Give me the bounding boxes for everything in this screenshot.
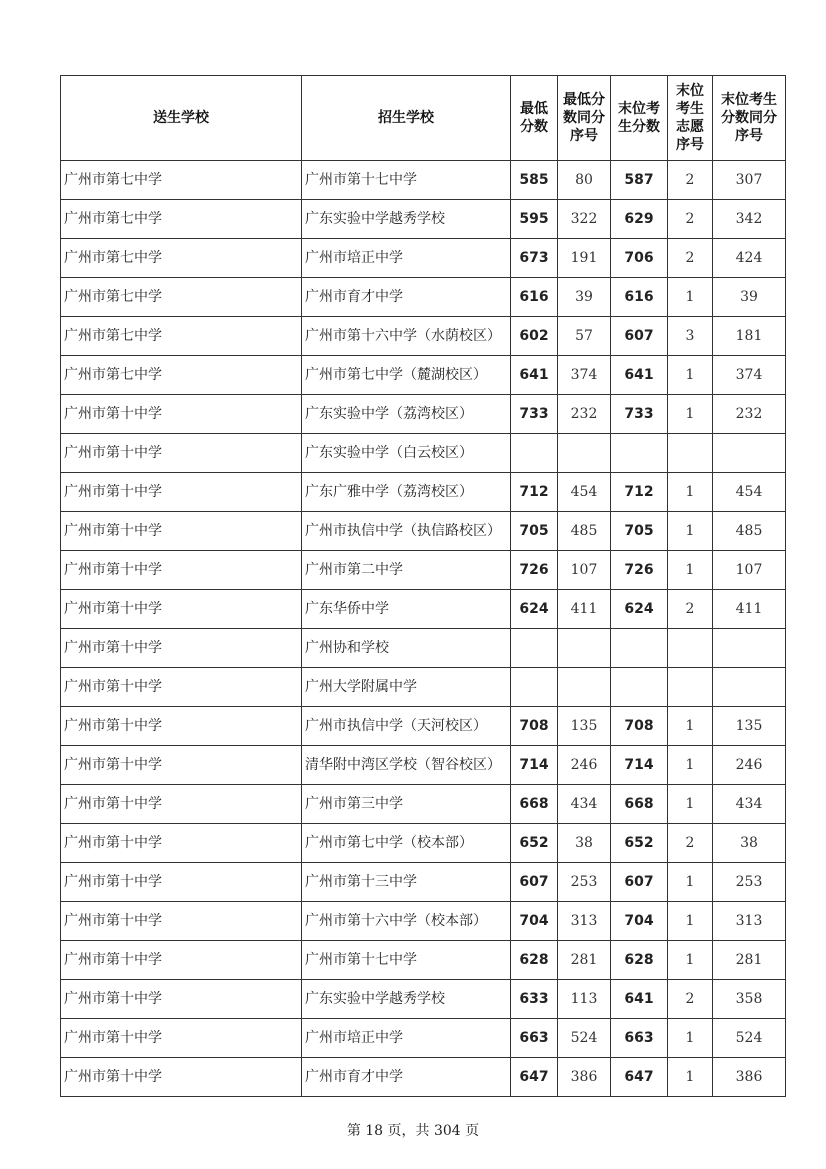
last-score-rank-cell: 434 (713, 785, 786, 824)
min-score-cell: 663 (511, 1019, 558, 1058)
enrolling-school-cell: 广州大学附属中学 (302, 668, 511, 707)
last-choice-order-cell: 1 (668, 512, 713, 551)
last-score-cell (611, 434, 668, 473)
min-score-rank-cell: 524 (558, 1019, 611, 1058)
enrolling-school-cell: 广州市第十三中学 (302, 863, 511, 902)
table-row (61, 941, 786, 980)
table-row (61, 161, 786, 200)
last-choice-order-cell: 1 (668, 746, 713, 785)
min-score-rank-cell: 232 (558, 395, 611, 434)
last-score-rank-cell (713, 668, 786, 707)
last-score-rank-cell: 135 (713, 707, 786, 746)
sending-school-cell: 广州市第十中学 (61, 1019, 302, 1058)
last-score-rank-cell: 232 (713, 395, 786, 434)
enrolling-school-cell: 广州市执信中学（天河校区） (302, 707, 511, 746)
table-row (61, 668, 786, 707)
last-choice-order-cell: 1 (668, 902, 713, 941)
enrolling-school-cell: 广州市育才中学 (302, 1058, 511, 1097)
table-row (61, 1019, 786, 1058)
table-row (61, 863, 786, 902)
last-score-cell: 629 (611, 200, 668, 239)
last-score-cell: 641 (611, 980, 668, 1019)
sending-school-cell: 广州市第十中学 (61, 434, 302, 473)
last-choice-order-cell: 2 (668, 239, 713, 278)
enrolling-school-cell: 广东实验中学越秀学校 (302, 980, 511, 1019)
table-header-row (61, 76, 786, 161)
table-row (61, 980, 786, 1019)
sending-school-cell: 广州市第十中学 (61, 785, 302, 824)
min-score-rank-cell: 454 (558, 473, 611, 512)
last-score-cell: 706 (611, 239, 668, 278)
min-score-cell (511, 668, 558, 707)
last-score-rank-cell: 342 (713, 200, 786, 239)
enrolling-school-cell: 广州市第七中学（麓湖校区） (302, 356, 511, 395)
header-last-score-rank: 末位考生 分数同分 序号 (713, 76, 786, 161)
sending-school-cell: 广州市第十中学 (61, 668, 302, 707)
last-choice-order-cell: 1 (668, 395, 713, 434)
last-score-cell: 726 (611, 551, 668, 590)
min-score-cell: 708 (511, 707, 558, 746)
enrolling-school-cell: 广州市执信中学（执信路校区） (302, 512, 511, 551)
last-score-cell: 663 (611, 1019, 668, 1058)
sending-school-cell: 广州市第七中学 (61, 161, 302, 200)
admission-score-table (60, 75, 786, 1097)
min-score-rank-cell: 246 (558, 746, 611, 785)
min-score-cell: 633 (511, 980, 558, 1019)
min-score-cell: 628 (511, 941, 558, 980)
last-score-cell: 628 (611, 941, 668, 980)
min-score-cell: 595 (511, 200, 558, 239)
min-score-cell: 602 (511, 317, 558, 356)
enrolling-school-cell: 广州市第十六中学（校本部） (302, 902, 511, 941)
sending-school-cell: 广州市第十中学 (61, 1058, 302, 1097)
last-score-cell: 708 (611, 707, 668, 746)
min-score-rank-cell: 281 (558, 941, 611, 980)
last-score-rank-cell: 253 (713, 863, 786, 902)
sending-school-cell: 广州市第十中学 (61, 980, 302, 1019)
last-choice-order-cell: 1 (668, 551, 713, 590)
last-score-rank-cell: 39 (713, 278, 786, 317)
min-score-rank-cell: 135 (558, 707, 611, 746)
last-score-cell: 668 (611, 785, 668, 824)
min-score-rank-cell: 38 (558, 824, 611, 863)
min-score-rank-cell: 374 (558, 356, 611, 395)
table-row (61, 239, 786, 278)
last-choice-order-cell: 1 (668, 785, 713, 824)
table-row (61, 434, 786, 473)
header-min-score-rank: 最低分 数同分 序号 (558, 76, 611, 161)
enrolling-school-cell: 清华附中湾区学校（智谷校区） (302, 746, 511, 785)
table-row (61, 395, 786, 434)
last-choice-order-cell: 1 (668, 473, 713, 512)
enrolling-school-cell: 广东实验中学越秀学校 (302, 200, 511, 239)
enrolling-school-cell: 广州协和学校 (302, 629, 511, 668)
last-choice-order-cell: 2 (668, 200, 713, 239)
min-score-cell (511, 629, 558, 668)
min-score-cell: 607 (511, 863, 558, 902)
header-last-score: 末位考 生分数 (611, 76, 668, 161)
min-score-cell: 704 (511, 902, 558, 941)
last-choice-order-cell (668, 434, 713, 473)
enrolling-school-cell: 广东广雅中学（荔湾校区） (302, 473, 511, 512)
last-score-rank-cell: 358 (713, 980, 786, 1019)
page-number-footer: 第 18 页，共 304 页 (346, 1123, 480, 1139)
last-score-rank-cell: 454 (713, 473, 786, 512)
enrolling-school-cell: 广州市第十七中学 (302, 941, 511, 980)
enrolling-school-cell: 广州市育才中学 (302, 278, 511, 317)
table-row (61, 200, 786, 239)
last-choice-order-cell (668, 668, 713, 707)
header-sending-school: 送生学校 (61, 76, 302, 161)
header-enrolling-school: 招生学校 (302, 76, 511, 161)
last-score-cell: 607 (611, 317, 668, 356)
last-choice-order-cell: 2 (668, 161, 713, 200)
sending-school-cell: 广州市第十中学 (61, 902, 302, 941)
table-row (61, 473, 786, 512)
min-score-cell: 712 (511, 473, 558, 512)
min-score-rank-cell: 485 (558, 512, 611, 551)
min-score-rank-cell (558, 629, 611, 668)
last-score-rank-cell: 181 (713, 317, 786, 356)
min-score-rank-cell: 411 (558, 590, 611, 629)
enrolling-school-cell: 广东华侨中学 (302, 590, 511, 629)
table-row (61, 824, 786, 863)
last-score-cell: 652 (611, 824, 668, 863)
sending-school-cell: 广州市第十中学 (61, 941, 302, 980)
last-score-cell: 733 (611, 395, 668, 434)
last-choice-order-cell: 2 (668, 824, 713, 863)
min-score-rank-cell (558, 434, 611, 473)
header-last-choice-order: 末位 考生 志愿 序号 (668, 76, 713, 161)
last-score-cell: 704 (611, 902, 668, 941)
enrolling-school-cell: 广州市第三中学 (302, 785, 511, 824)
sending-school-cell: 广州市第十中学 (61, 551, 302, 590)
last-choice-order-cell: 3 (668, 317, 713, 356)
last-choice-order-cell: 1 (668, 941, 713, 980)
table-row (61, 746, 786, 785)
last-score-rank-cell: 246 (713, 746, 786, 785)
last-score-rank-cell: 313 (713, 902, 786, 941)
last-score-rank-cell: 374 (713, 356, 786, 395)
min-score-rank-cell: 191 (558, 239, 611, 278)
table-row (61, 278, 786, 317)
sending-school-cell: 广州市第十中学 (61, 746, 302, 785)
sending-school-cell: 广州市第七中学 (61, 317, 302, 356)
last-score-cell: 607 (611, 863, 668, 902)
table-row (61, 785, 786, 824)
table-row (61, 512, 786, 551)
table-row (61, 317, 786, 356)
last-score-rank-cell (713, 434, 786, 473)
min-score-cell: 726 (511, 551, 558, 590)
header-min-score: 最低 分数 (511, 76, 558, 161)
min-score-cell: 652 (511, 824, 558, 863)
sending-school-cell: 广州市第十中学 (61, 707, 302, 746)
min-score-rank-cell: 113 (558, 980, 611, 1019)
min-score-rank-cell: 80 (558, 161, 611, 200)
min-score-cell: 733 (511, 395, 558, 434)
sending-school-cell: 广州市第七中学 (61, 356, 302, 395)
min-score-rank-cell: 313 (558, 902, 611, 941)
last-score-rank-cell: 524 (713, 1019, 786, 1058)
last-score-cell: 712 (611, 473, 668, 512)
last-score-cell: 714 (611, 746, 668, 785)
sending-school-cell: 广州市第十中学 (61, 824, 302, 863)
last-choice-order-cell: 2 (668, 590, 713, 629)
min-score-rank-cell: 57 (558, 317, 611, 356)
sending-school-cell: 广州市第十中学 (61, 473, 302, 512)
min-score-rank-cell: 322 (558, 200, 611, 239)
min-score-cell: 714 (511, 746, 558, 785)
last-score-cell: 641 (611, 356, 668, 395)
last-score-cell: 616 (611, 278, 668, 317)
last-choice-order-cell: 1 (668, 278, 713, 317)
last-score-cell (611, 629, 668, 668)
last-score-rank-cell: 307 (713, 161, 786, 200)
min-score-cell: 616 (511, 278, 558, 317)
min-score-rank-cell: 386 (558, 1058, 611, 1097)
table-row (61, 551, 786, 590)
enrolling-school-cell: 广州市第十七中学 (302, 161, 511, 200)
enrolling-school-cell: 广东实验中学（白云校区） (302, 434, 511, 473)
last-choice-order-cell: 1 (668, 1019, 713, 1058)
min-score-cell: 705 (511, 512, 558, 551)
last-score-rank-cell: 411 (713, 590, 786, 629)
last-score-cell: 587 (611, 161, 668, 200)
min-score-rank-cell: 434 (558, 785, 611, 824)
last-score-cell (611, 668, 668, 707)
enrolling-school-cell: 广州市第二中学 (302, 551, 511, 590)
sending-school-cell: 广州市第七中学 (61, 200, 302, 239)
min-score-rank-cell: 253 (558, 863, 611, 902)
enrolling-school-cell: 广州市第十六中学（水荫校区） (302, 317, 511, 356)
last-choice-order-cell: 1 (668, 707, 713, 746)
table-row (61, 356, 786, 395)
enrolling-school-cell: 广州市培正中学 (302, 239, 511, 278)
last-score-rank-cell: 38 (713, 824, 786, 863)
last-score-rank-cell: 386 (713, 1058, 786, 1097)
min-score-rank-cell: 107 (558, 551, 611, 590)
sending-school-cell: 广州市第十中学 (61, 629, 302, 668)
last-score-rank-cell: 281 (713, 941, 786, 980)
table-row (61, 629, 786, 668)
min-score-rank-cell (558, 668, 611, 707)
min-score-cell: 668 (511, 785, 558, 824)
min-score-cell: 647 (511, 1058, 558, 1097)
enrolling-school-cell: 广州市第七中学（校本部） (302, 824, 511, 863)
last-score-rank-cell: 107 (713, 551, 786, 590)
min-score-cell: 624 (511, 590, 558, 629)
last-choice-order-cell: 2 (668, 980, 713, 1019)
last-choice-order-cell: 1 (668, 356, 713, 395)
last-score-cell: 624 (611, 590, 668, 629)
sending-school-cell: 广州市第十中学 (61, 863, 302, 902)
last-score-rank-cell (713, 629, 786, 668)
last-choice-order-cell: 1 (668, 863, 713, 902)
min-score-rank-cell: 39 (558, 278, 611, 317)
table-row (61, 590, 786, 629)
last-score-cell: 647 (611, 1058, 668, 1097)
table-row (61, 1058, 786, 1097)
min-score-cell: 585 (511, 161, 558, 200)
table-row (61, 707, 786, 746)
sending-school-cell: 广州市第十中学 (61, 590, 302, 629)
last-choice-order-cell: 1 (668, 1058, 713, 1097)
sending-school-cell: 广州市第七中学 (61, 278, 302, 317)
enrolling-school-cell: 广州市培正中学 (302, 1019, 511, 1058)
last-choice-order-cell (668, 629, 713, 668)
table-row (61, 902, 786, 941)
last-score-rank-cell: 424 (713, 239, 786, 278)
sending-school-cell: 广州市第十中学 (61, 512, 302, 551)
min-score-cell: 641 (511, 356, 558, 395)
last-score-cell: 705 (611, 512, 668, 551)
last-score-rank-cell: 485 (713, 512, 786, 551)
sending-school-cell: 广州市第十中学 (61, 395, 302, 434)
sending-school-cell: 广州市第七中学 (61, 239, 302, 278)
min-score-cell: 673 (511, 239, 558, 278)
min-score-cell (511, 434, 558, 473)
enrolling-school-cell: 广东实验中学（荔湾校区） (302, 395, 511, 434)
